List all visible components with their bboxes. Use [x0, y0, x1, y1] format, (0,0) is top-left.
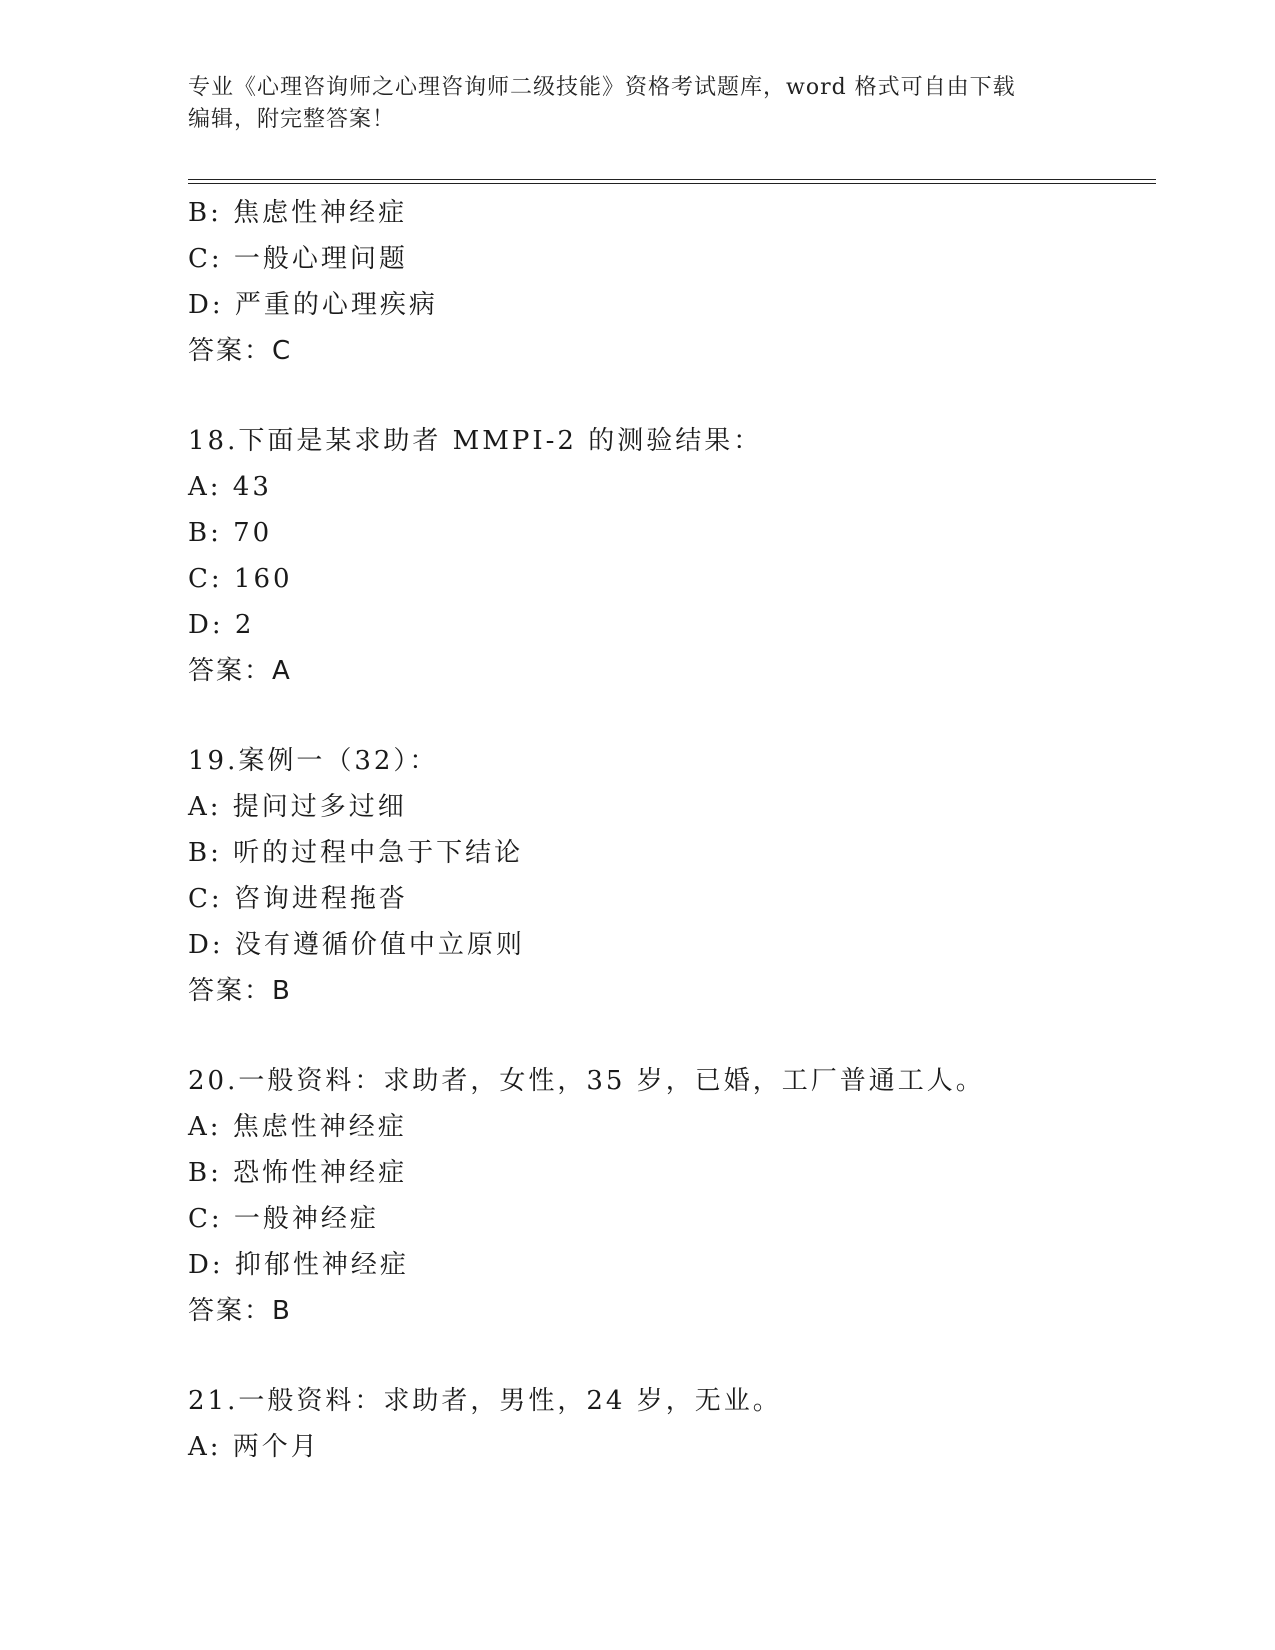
header-line-1: 专业《心理咨询师之心理咨询师二级技能》资格考试题库，word 格式可自由下载 — [188, 75, 1016, 100]
option-b: B: 70 — [188, 518, 273, 548]
answer-line: 答案：B — [188, 976, 292, 1006]
option-a: A: 提问过多过细 — [188, 792, 407, 822]
question-stem: 19.案例一（32）： — [188, 746, 439, 776]
option-a: A: 两个月 — [188, 1432, 320, 1462]
answer-line: 答案：A — [188, 656, 292, 686]
question-stem: 18.下面是某求助者 MMPI-2 的测验结果： — [188, 426, 763, 456]
header-line-2: 编辑，附完整答案！ — [188, 107, 396, 132]
answer-line: 答案：B — [188, 1296, 292, 1326]
option-b: B: 听的过程中急于下结论 — [188, 838, 524, 868]
answer-line: 答案：C — [188, 336, 293, 366]
option-d: D: 严重的心理疾病 — [188, 290, 438, 320]
question-stem: 20.一般资料：求助者，女性，35 岁，已婚，工厂普通工人。 — [188, 1066, 985, 1096]
question-block — [188, 418, 1148, 694]
option-a: A: 焦虑性神经症 — [188, 1112, 407, 1142]
question-block — [188, 1058, 1148, 1334]
option-c: C: 160 — [188, 564, 293, 594]
question-block — [188, 738, 1148, 1014]
option-d: D: 没有遵循价值中立原则 — [188, 930, 525, 960]
option-d: D: 抑郁性神经症 — [188, 1250, 409, 1280]
header-divider-top — [188, 179, 1156, 180]
question-block — [188, 1378, 1148, 1470]
option-c: C: 一般神经症 — [188, 1204, 379, 1234]
option-b: B: 恐怖性神经症 — [188, 1158, 408, 1188]
option-a: A: 43 — [188, 472, 272, 502]
question-block — [188, 190, 1148, 374]
option-b: B: 焦虑性神经症 — [188, 198, 408, 228]
option-c: C: 一般心理问题 — [188, 244, 408, 274]
option-c: C: 咨询进程拖沓 — [188, 884, 408, 914]
header-divider-bottom — [188, 183, 1156, 184]
document-header — [188, 72, 1068, 136]
question-stem: 21.一般资料：求助者，男性，24 岁，无业。 — [188, 1386, 782, 1416]
question-list — [188, 190, 1148, 1470]
option-d: D: 2 — [188, 610, 255, 640]
